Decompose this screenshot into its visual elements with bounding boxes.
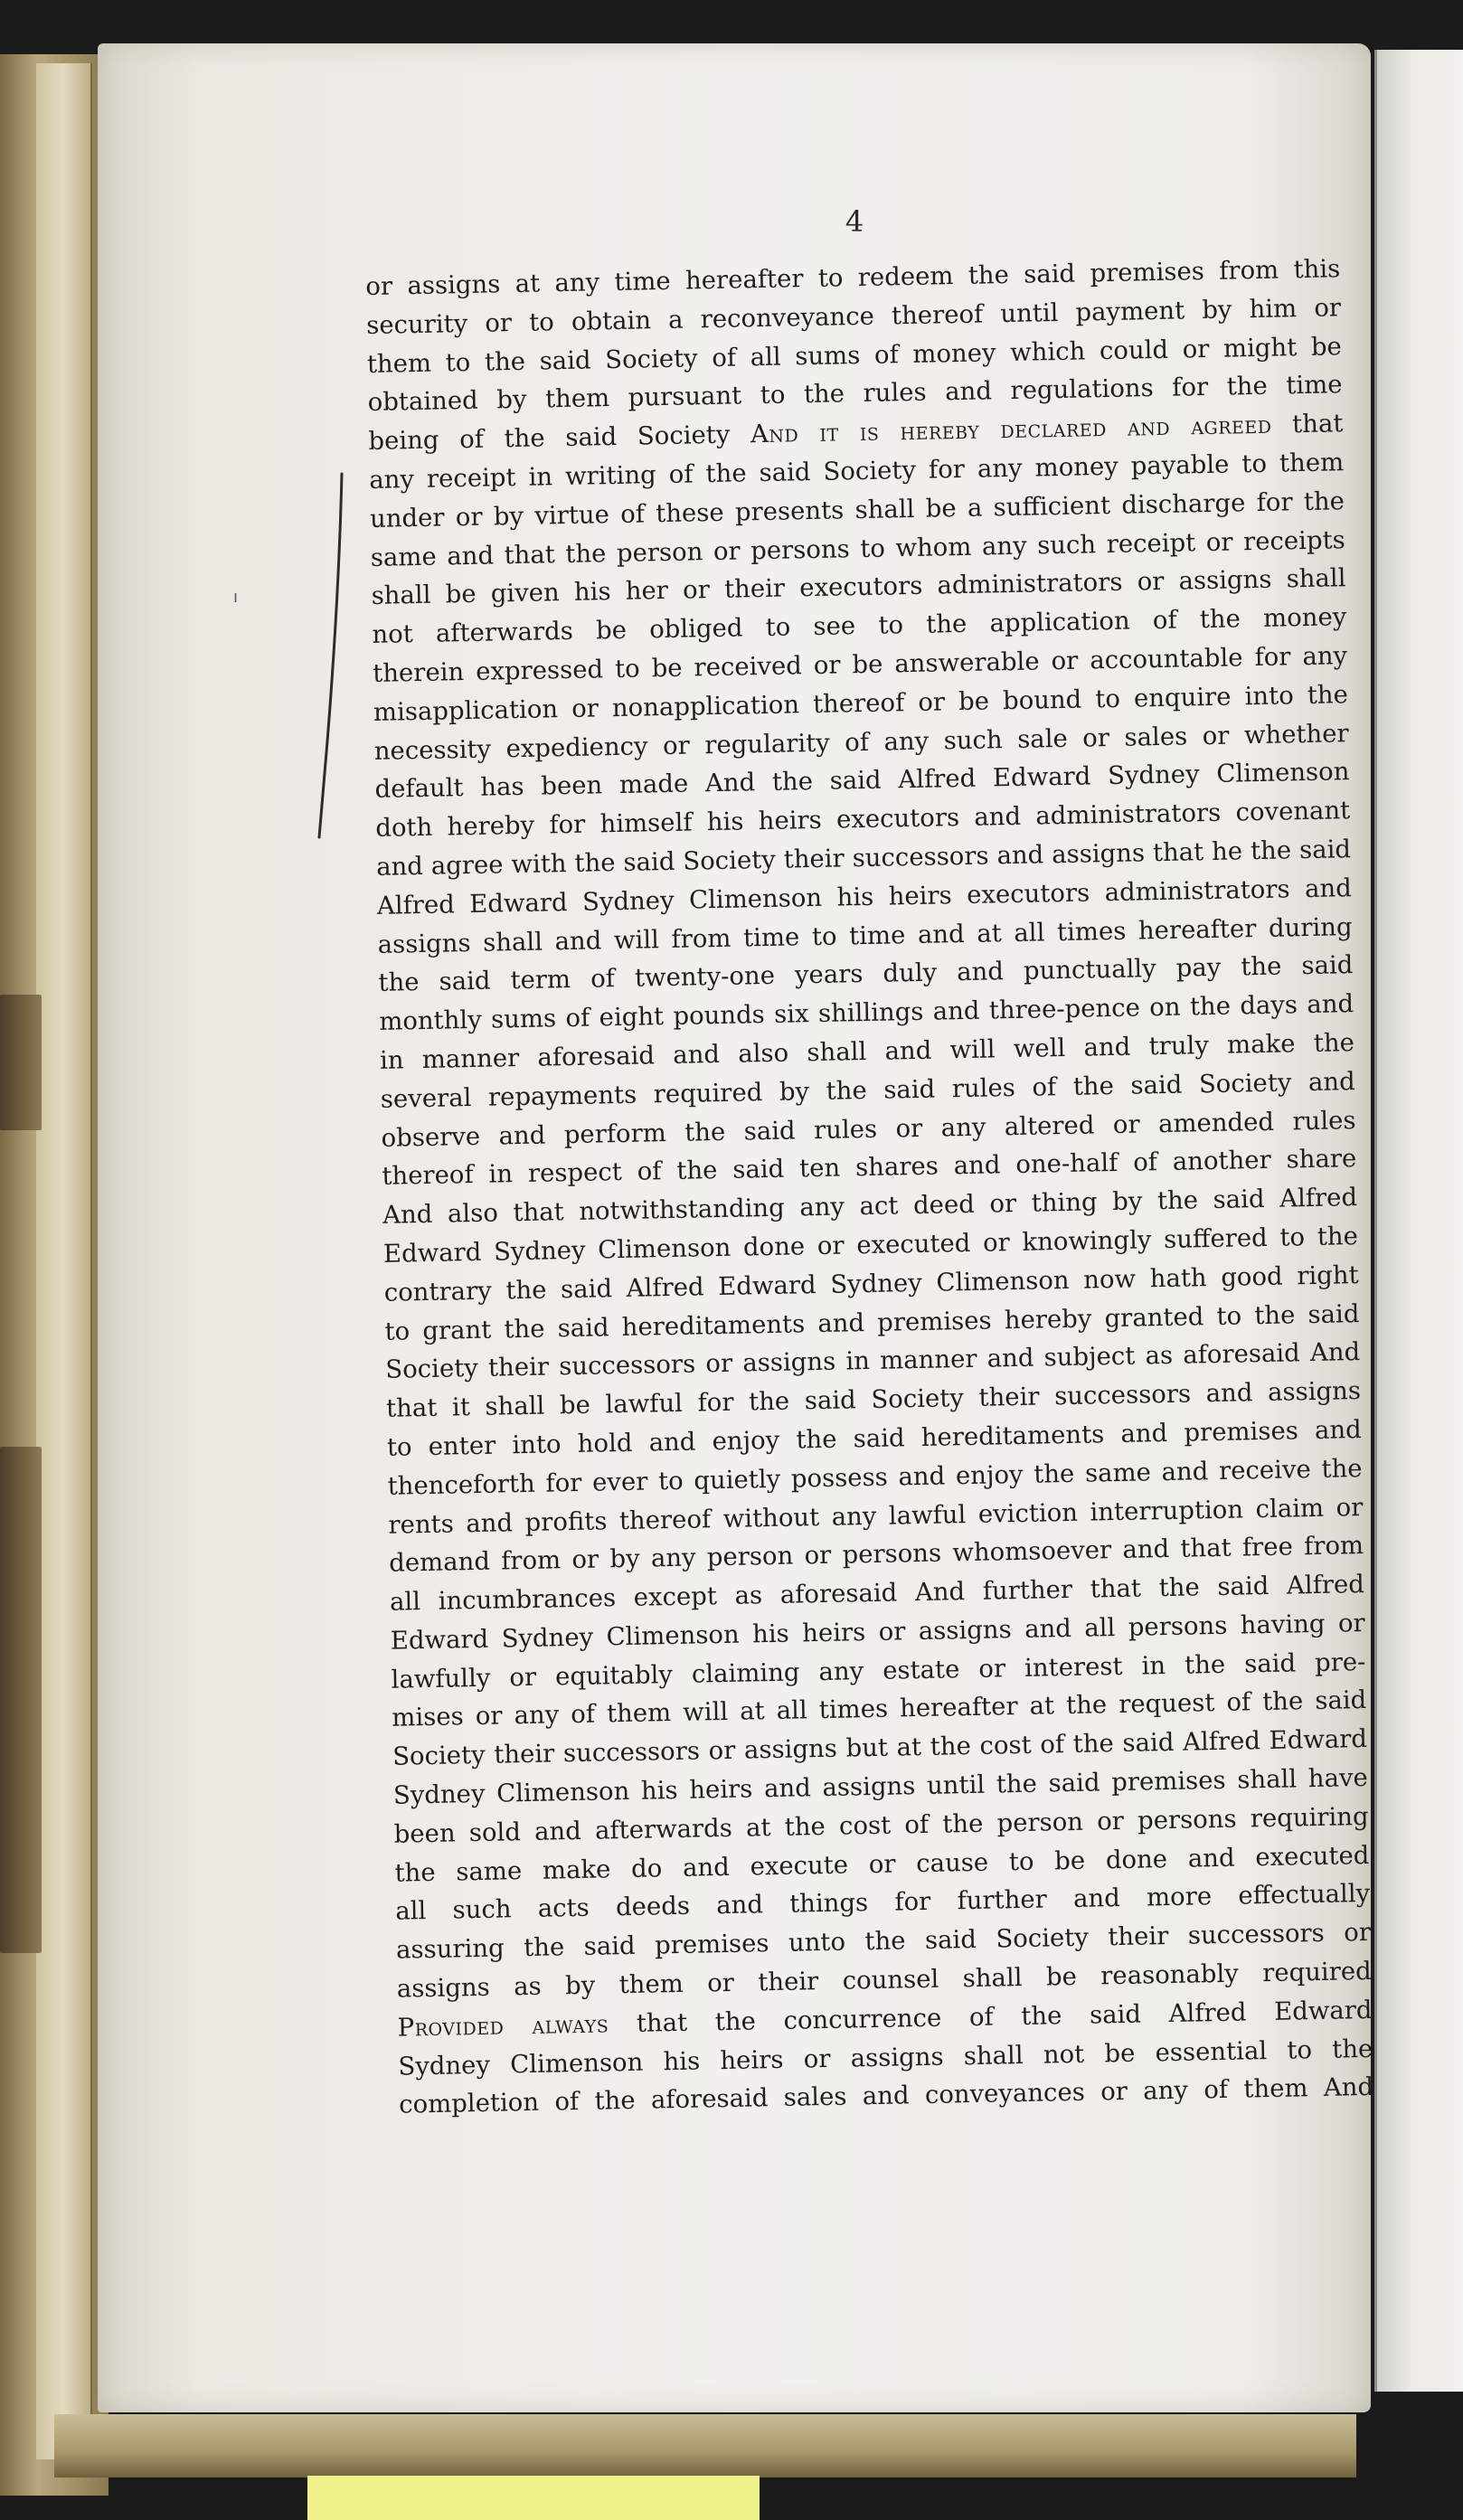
line-text: shall be given his her or their executors administrators or assigns shall xyxy=(371,563,1346,611)
line-text: therein expressed to be received or be answerable or accountable for any xyxy=(372,641,1348,688)
line-text: same and that the person or persons to whom any such receipt or receipts xyxy=(370,524,1345,572)
line-text: all such acts deeds and things for further and more effectually xyxy=(395,1879,1371,1927)
lower-binding-strip xyxy=(54,2414,1356,2478)
line-text: and agree with the said Society their successors and assigns that he the said xyxy=(375,835,1352,882)
line-text: obtained by them pursuant to the rules and regulations for the time xyxy=(367,370,1343,418)
line-text: observe and perform the said rules or any altered or amended rules xyxy=(381,1105,1356,1153)
document-body xyxy=(365,250,1373,2125)
line-text: been sold and afterwards at the cost of the person or persons requiring xyxy=(393,1801,1369,1849)
line-text: Edward Sydney Climenson his heirs or assigns and all persons having or xyxy=(390,1608,1365,1656)
line-text: Society their successors or assigns but at the cost of the said Alfred Edward xyxy=(392,1724,1368,1772)
line-text: Edward Sydney Climenson done or executed or knowingly suffered to the xyxy=(382,1221,1359,1269)
line-text: assigns as by them or their counsel shall be reasonably required xyxy=(396,1956,1373,2004)
margin-speck: ı xyxy=(233,588,239,607)
line-text: Alfred Edward Sydney Climenson his heirs executors administrators and xyxy=(376,873,1353,920)
line-text: security or to obtain a reconveyance thereof until payment by him or xyxy=(365,293,1342,340)
line-text: not afterwards be obliged to see to the application of the money xyxy=(372,602,1347,650)
small-caps-phrase: Provided always xyxy=(397,2009,609,2043)
pencil-margin-mark xyxy=(316,470,344,841)
line-text: mises or any of them will at all times hereafter at the request of the said xyxy=(392,1685,1367,1733)
binding-tab xyxy=(0,1447,42,1953)
line-text: misapplication or nonapplication thereof or be bound to enquire into the xyxy=(373,679,1349,727)
line-text: several repayments required by the said rules of the said Society and xyxy=(380,1066,1355,1114)
line-text: to grant the said hereditaments and premises hereby granted to the said xyxy=(384,1298,1360,1346)
binding-tab xyxy=(0,995,42,1130)
line-text: Society their successors or assigns in manner and subject as aforesaid And xyxy=(385,1337,1361,1385)
line-text: default has been made And the said Alfred Edward Sydney Climenson xyxy=(374,757,1350,805)
line-text: demand from or by any person or persons whomsoever and that free from xyxy=(388,1531,1364,1579)
line-text: all incumbrances except as aforesaid And further that the said Alfred xyxy=(389,1570,1365,1617)
line-text: any receipt in writing of the said Society for any money payable to them xyxy=(369,448,1345,495)
line-text-after: that the concurrence of the said Alfred Edward xyxy=(636,1995,1373,2038)
page-number: 4 xyxy=(845,204,864,239)
line-text: in manner aforesaid and also shall and will well and truly make the xyxy=(379,1028,1355,1075)
line-text: doth hereby for himself his heirs executors and administrators covenant xyxy=(375,796,1351,844)
line-text: the same make do and execute or cause to be done and executed xyxy=(394,1840,1370,1888)
line-text: thereof in respect of the said ten shares and one-half of another share xyxy=(382,1144,1357,1192)
line-text: being of the said Society xyxy=(368,420,731,457)
line-text: that it shall be lawful for the said Society their successors and assigns xyxy=(385,1376,1362,1423)
line-text: assuring the said premises unto the said Society their successors or xyxy=(395,1918,1372,1965)
small-caps-phrase: And it is hereby declared and agreed xyxy=(750,410,1272,449)
line-text: to enter into hold and enjoy the said hereditaments and premises and xyxy=(386,1414,1363,1462)
line-text: or assigns at any time hereafter to redeem the said premises from this xyxy=(365,254,1341,301)
line-text: assigns shall and will from time to time and at all times hereafter during xyxy=(377,911,1353,959)
line-text: under or by virtue of these presents shall be a sufficient discharge for the xyxy=(369,486,1345,533)
line-text: lawfully or equitably claiming any estate or interest in the said pre- xyxy=(391,1647,1366,1694)
line-text: the said term of twenty-one years duly and punctually pay the said xyxy=(378,950,1354,998)
line-text: Sydney Climenson his heirs and assigns until the said premises shall have xyxy=(392,1763,1369,1810)
yellow-marker-tab xyxy=(307,2476,760,2520)
line-text: And also that notwithstanding any act deed or thing by the said Alfred xyxy=(382,1183,1358,1230)
page-edges xyxy=(36,63,92,2459)
line-text: contrary the said Alfred Edward Sydney Climenson now hath good right xyxy=(383,1260,1359,1307)
line-text: them to the said Society of all sums of money which could or might be xyxy=(366,331,1343,379)
line-text: rents and profits thereof without any lawful eviction interruption claim or xyxy=(388,1492,1364,1540)
facing-page xyxy=(1374,50,1463,2392)
line-text: thenceforth for ever to quietly possess and enjoy the same and receive the xyxy=(387,1453,1363,1501)
line-text: completion of the aforesaid sales and conveyances or any of them And xyxy=(398,2072,1374,2120)
line-text: monthly sums of eight pounds six shillings and three-pence on the days and xyxy=(378,989,1354,1036)
line-text: Sydney Climenson his heirs or assigns shall not be essential to the xyxy=(398,2034,1373,2081)
line-text: necessity expediency or regularity of any such sale or sales or whether xyxy=(373,718,1349,766)
line-text-after: that xyxy=(1291,409,1344,439)
